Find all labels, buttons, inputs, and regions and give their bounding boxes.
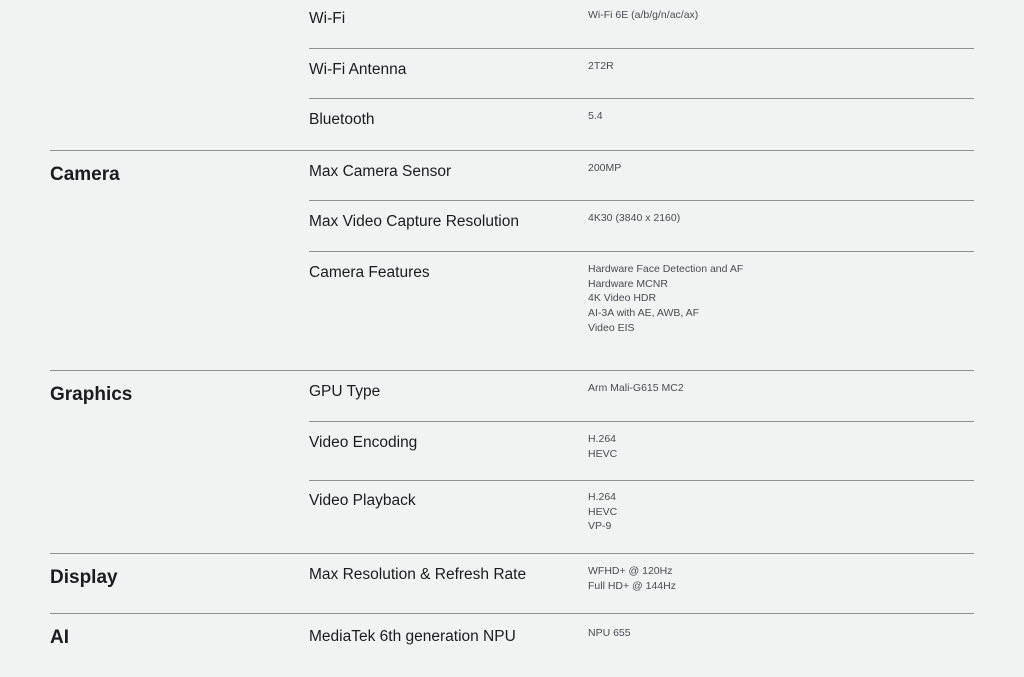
spec-value: 5.4 — [588, 110, 603, 122]
spec-value: 200MP — [588, 162, 622, 174]
spec-value: VP-9 — [588, 520, 612, 533]
spec-values — [588, 211, 680, 226]
spec-label: Video Encoding — [309, 434, 418, 451]
spec-label: Max Camera Sensor — [309, 163, 452, 180]
spec-value: 4K Video HDR — [588, 292, 657, 305]
spec-value: Hardware Face Detection and AF — [588, 263, 744, 275]
spec-value: Full HD+ @ 144Hz — [588, 579, 676, 592]
spec-value: NPU 655 — [588, 627, 631, 639]
spec-values — [588, 109, 603, 124]
spec-label: Max Resolution & Refresh Rate — [309, 566, 527, 583]
spec-values — [588, 8, 698, 23]
spec-values — [588, 262, 743, 336]
row-divider — [309, 480, 974, 481]
category-title: AI — [50, 627, 69, 648]
row-divider — [309, 48, 974, 49]
spec-values — [588, 564, 676, 593]
spec-value: 2T2R — [588, 60, 614, 72]
group-divider — [50, 613, 974, 614]
spec-label: Camera Features — [309, 264, 430, 281]
spec-value: H.264 — [588, 433, 617, 445]
spec-values — [588, 59, 614, 74]
category-title: Graphics — [50, 384, 133, 405]
spec-value: Wi-Fi 6E (a/b/g/n/ac/ax) — [588, 9, 699, 21]
spec-value: WFHD+ @ 120Hz — [588, 565, 673, 577]
spec-value: 4K30 (3840 x 2160) — [588, 212, 681, 224]
spec-value: Video EIS — [588, 321, 635, 334]
spec-label: MediaTek 6th generation NPU — [309, 628, 516, 645]
spec-values — [588, 161, 621, 176]
spec-values — [588, 490, 617, 534]
group-divider — [50, 150, 974, 151]
spec-label: Wi-Fi Antenna — [309, 61, 407, 78]
spec-value: Hardware MCNR — [588, 277, 668, 290]
spec-value: HEVC — [588, 447, 618, 460]
spec-label: GPU Type — [309, 383, 381, 400]
category-title: Display — [50, 567, 118, 588]
spec-values — [588, 626, 631, 641]
spec-value: AI-3A with AE, AWB, AF — [588, 307, 700, 320]
row-divider — [309, 421, 974, 422]
spec-values — [588, 381, 684, 396]
row-divider — [309, 251, 974, 252]
spec-label: Video Playback — [309, 492, 416, 509]
group-divider — [50, 370, 974, 371]
spec-value: HEVC — [588, 505, 618, 518]
category-title: Camera — [50, 164, 120, 185]
spec-values — [588, 432, 617, 461]
spec-label: Bluetooth — [309, 111, 375, 128]
spec-label: Max Video Capture Resolution — [309, 213, 519, 230]
spec-value: H.264 — [588, 491, 617, 503]
spec-label: Wi-Fi — [309, 10, 346, 27]
row-divider — [309, 200, 974, 201]
row-divider — [309, 98, 974, 99]
group-divider — [50, 553, 974, 554]
spec-value: Arm Mali-G615 MC2 — [588, 382, 684, 394]
